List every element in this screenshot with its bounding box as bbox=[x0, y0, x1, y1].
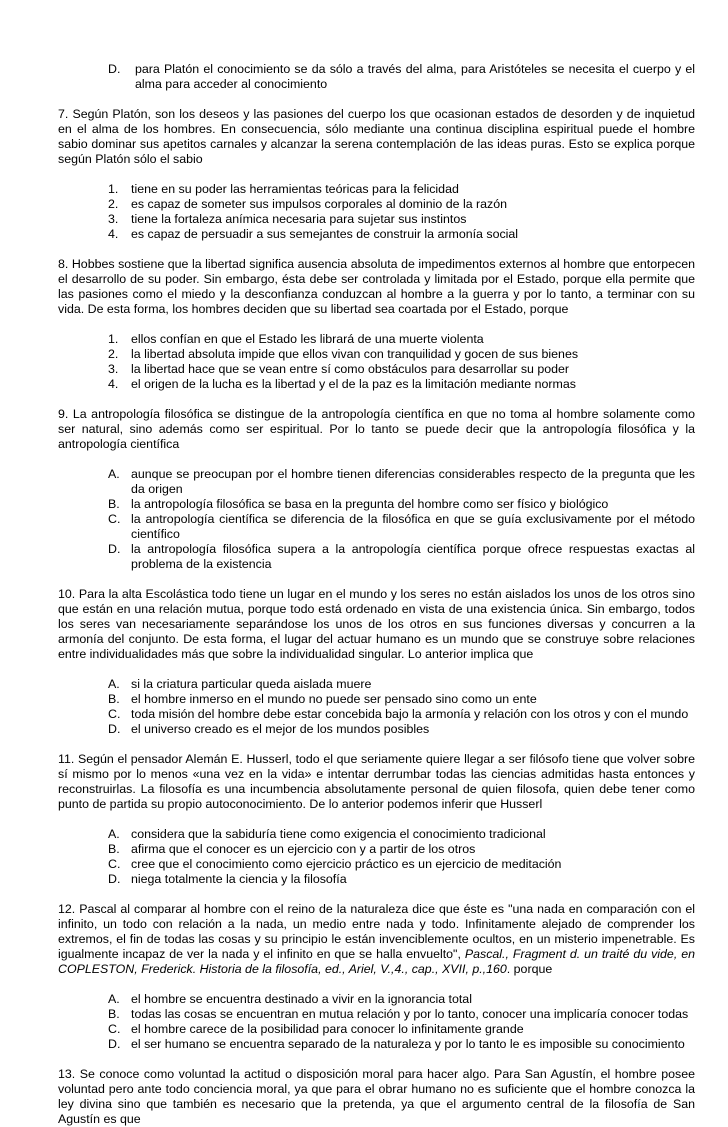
option-text: tiene la fortaleza anímica necesaria para sujetar sus instintos bbox=[131, 212, 467, 226]
option-text: el hombre carece de la posibilidad para conocer lo infinitamente grande bbox=[131, 1022, 524, 1036]
option-marker: D. bbox=[108, 542, 121, 556]
q10-option-a bbox=[108, 677, 695, 692]
question-12-text: 12. Pascal al comparar al hombre con el reino de la naturaleza dice que éste es "una nada en comparación con el infinito, un todo con relación a la nada, un medio entre nada y todo. Infinitamente alejado de comprender los extremos, el fin de todas las cosas y su principio le están invenciblemente ocultos, en un misterio impenetrable. Es igualmente incapaz de ver la nada y el infinito en que se halla envuelto", bbox=[58, 902, 695, 961]
option-marker: A. bbox=[108, 467, 120, 481]
q7-option-4 bbox=[108, 227, 695, 242]
option-marker: 4. bbox=[108, 377, 119, 391]
q7-option-2 bbox=[108, 197, 695, 212]
question-12-options bbox=[58, 992, 695, 1052]
option-marker: 4. bbox=[108, 227, 119, 241]
option-text: considera que la sabiduría tiene como exigencia el conocimiento tradicional bbox=[131, 827, 546, 841]
question-11-options bbox=[58, 827, 695, 887]
option-marker: 3. bbox=[108, 362, 119, 376]
question-10-options bbox=[58, 677, 695, 737]
q9-option-b bbox=[108, 497, 695, 512]
option-text: es capaz de persuadir a sus semejantes de construir la armonía social bbox=[131, 227, 519, 241]
option-marker: D. bbox=[108, 1037, 121, 1051]
q12-option-d bbox=[108, 1037, 695, 1052]
option-marker: A. bbox=[108, 677, 120, 691]
q9-option-d bbox=[108, 542, 695, 572]
option-marker: B. bbox=[108, 1007, 120, 1021]
option-text: todas las cosas se encuentran en mutua relación y por lo tanto, conocer una implicaría conocer todas bbox=[131, 1007, 689, 1021]
q7-option-3 bbox=[108, 212, 695, 227]
option-text: es capaz de someter sus impulsos corporales al dominio de la razón bbox=[131, 197, 508, 211]
option-marker: B. bbox=[108, 842, 120, 856]
option-marker: D. bbox=[108, 872, 121, 886]
option-text: el hombre se encuentra destinado a vivir en la ignorancia total bbox=[131, 992, 472, 1006]
option-marker: 3. bbox=[108, 212, 119, 226]
option-marker: A. bbox=[108, 827, 120, 841]
q11-option-d bbox=[108, 872, 695, 887]
option-marker: 2. bbox=[108, 197, 119, 211]
question-8-options bbox=[58, 332, 695, 392]
option-marker: 1. bbox=[108, 182, 119, 196]
option-marker: C. bbox=[108, 707, 121, 721]
option-text: la antropología filosófica se basa en la pregunta del hombre como ser físico y biológico bbox=[131, 497, 609, 511]
option-marker: C. bbox=[108, 1022, 121, 1036]
option-text: el universo creado es el mejor de los mundos posibles bbox=[131, 722, 430, 736]
q6-option-d bbox=[108, 62, 695, 92]
option-text: el origen de la lucha es la libertad y el de la paz es la limitación mediante normas bbox=[131, 377, 576, 391]
q12-option-c bbox=[108, 1022, 695, 1037]
option-text: la antropología científica se diferencia de la filosófica en que se guía exclusivamente por el método científico bbox=[131, 512, 695, 541]
q9-option-a bbox=[108, 467, 695, 497]
option-marker: D. bbox=[108, 722, 121, 736]
option-marker: C. bbox=[108, 857, 121, 871]
question-10-stem: 10. Para la alta Escolástica todo tiene un lugar en el mundo y los seres no están aislados los unos de los otros sino que están en una relación mutua, porque todo está ordenado en vista de una existencia única. Sin embargo, todos los seres van necesariamente separándose los unos de los otros en sus funciones diversas y concurren a la armonía del conjunto. De esta forma, el lugar del actuar humano es un mundo que se construye sobre relaciones entre individualidades más que sobre la individualidad singular. Lo anterior implica que bbox=[58, 587, 695, 661]
q12-option-a bbox=[108, 992, 695, 1007]
q10-option-c bbox=[108, 707, 695, 722]
question-12-citation: Pascal., Fragment d. un traité du vide, en COPLESTON, Frederick. Historia de la filosofía, ed., Ariel, V.,4., cap., XVII, p.,160 bbox=[58, 947, 695, 976]
option-text: para Platón el conocimiento se da sólo a través del alma, para Aristóteles se necesita el cuerpo y el alma para acceder al conocimiento bbox=[135, 62, 695, 91]
q11-option-a bbox=[108, 827, 695, 842]
option-marker: B. bbox=[108, 497, 120, 511]
q7-option-1 bbox=[108, 182, 695, 197]
option-text: la libertad hace que se vean entre sí como obstáculos para desarrollar su poder bbox=[131, 362, 570, 376]
q10-option-d bbox=[108, 722, 695, 737]
question-9-stem: 9. La antropología filosófica se distingue de la antropología científica en que no toma al hombre solamente como ser natural, sino además como ser espiritual. Por lo tanto se puede decir que la antropología filosófica y la antropología científica bbox=[58, 407, 695, 451]
q8-option-4 bbox=[108, 377, 695, 392]
question-12-ending: . porque bbox=[506, 962, 553, 976]
question-9-options bbox=[58, 467, 695, 572]
question-11-stem: 11. Según el pensador Alemán E. Husserl, todo el que seriamente quiere llegar a ser filósofo tiene que volver sobre sí mismo por lo menos «una vez en la vida» e intentar derrumbar todas las ciencias admitidas hasta entonces y reconstruirlas. La filosofía es una incumbencia absolutamente personal de quien filosofa, quien debe tener como punto de partida su propio autoconocimiento. De lo anterior podemos inferir que Husserl bbox=[58, 752, 695, 811]
q8-option-1 bbox=[108, 332, 695, 347]
option-marker: D. bbox=[108, 62, 121, 76]
q11-option-b bbox=[108, 842, 695, 857]
question-13-stem: 13. Se conoce como voluntad la actitud o disposición moral para hacer algo. Para San Agustín, el hombre posee voluntad pero ante todo conciencia moral, ya que para el obrar humano no es suficiente que el hombre conozca la ley divina sino que también es necesario que la pretenda, ya que el argumento central de la filosofía de San Agustín es que bbox=[58, 1067, 695, 1126]
option-text: el hombre inmerso en el mundo no puede ser pensado sino como un ente bbox=[131, 692, 537, 706]
q9-option-c bbox=[108, 512, 695, 542]
question-7-options bbox=[58, 182, 695, 242]
question-7-stem: 7. Según Platón, son los deseos y las pasiones del cuerpo los que ocasionan estados de desorden y de inquietud en el alma de los hombres. En consecuencia, sólo mediante una continua disciplina espiritual puede el hombre sabio dominar sus apetitos carnales y alcanzar la serena contemplación de las ideas puras. Esto se explica porque según Platón sólo el sabio bbox=[58, 107, 695, 166]
q12-option-b bbox=[108, 1007, 695, 1022]
option-marker: 2. bbox=[108, 347, 119, 361]
option-text: tiene en su poder las herramientas teóricas para la felicidad bbox=[131, 182, 459, 196]
q10-option-b bbox=[108, 692, 695, 707]
option-text: afirma que el conocer es un ejercicio con y a partir de los otros bbox=[131, 842, 476, 856]
option-marker: C. bbox=[108, 512, 121, 526]
option-text: ellos confían en que el Estado les librará de una muerte violenta bbox=[131, 332, 484, 346]
q11-option-c bbox=[108, 857, 695, 872]
question-12-stem bbox=[58, 902, 695, 977]
q8-option-3 bbox=[108, 362, 695, 377]
option-text: el ser humano se encuentra separado de la naturaleza y por lo tanto le es imposible su conocimiento bbox=[131, 1037, 685, 1051]
option-marker: A. bbox=[108, 992, 120, 1006]
option-text: la antropología filosófica supera a la antropología científica porque ofrece respuestas exactas al problema de la existencia bbox=[131, 542, 695, 571]
option-text: si la criatura particular queda aislada muere bbox=[131, 677, 372, 691]
option-marker: B. bbox=[108, 692, 120, 706]
option-text: toda misión del hombre debe estar concebida bajo la armonía y relación con los otros y con el mundo bbox=[131, 707, 689, 721]
option-text: la libertad absoluta impide que ellos vivan con tranquilidad y gocen de sus bienes bbox=[131, 347, 579, 361]
question-8-stem: 8. Hobbes sostiene que la libertad significa ausencia absoluta de impedimentos externos al hombre que entorpecen el desarrollo de su poder. Sin embargo, ésta debe ser controlada y limitada por el Estado, porque ella permite que las pasiones como el miedo y la desconfianza conduzcan al hombre a la guerra y por lo tanto, a terminar con su vida. De esta forma, los hombres deciden que su libertad sea coartada por el Estado, porque bbox=[58, 257, 695, 316]
option-text: aunque se preocupan por el hombre tienen diferencias considerables respecto de la pregunta que les da origen bbox=[131, 467, 695, 496]
option-marker: 1. bbox=[108, 332, 119, 346]
option-text: niega totalmente la ciencia y la filosofía bbox=[131, 872, 347, 886]
q8-option-2 bbox=[108, 347, 695, 362]
option-text: cree que el conocimiento como ejercicio práctico es un ejercicio de meditación bbox=[131, 857, 562, 871]
